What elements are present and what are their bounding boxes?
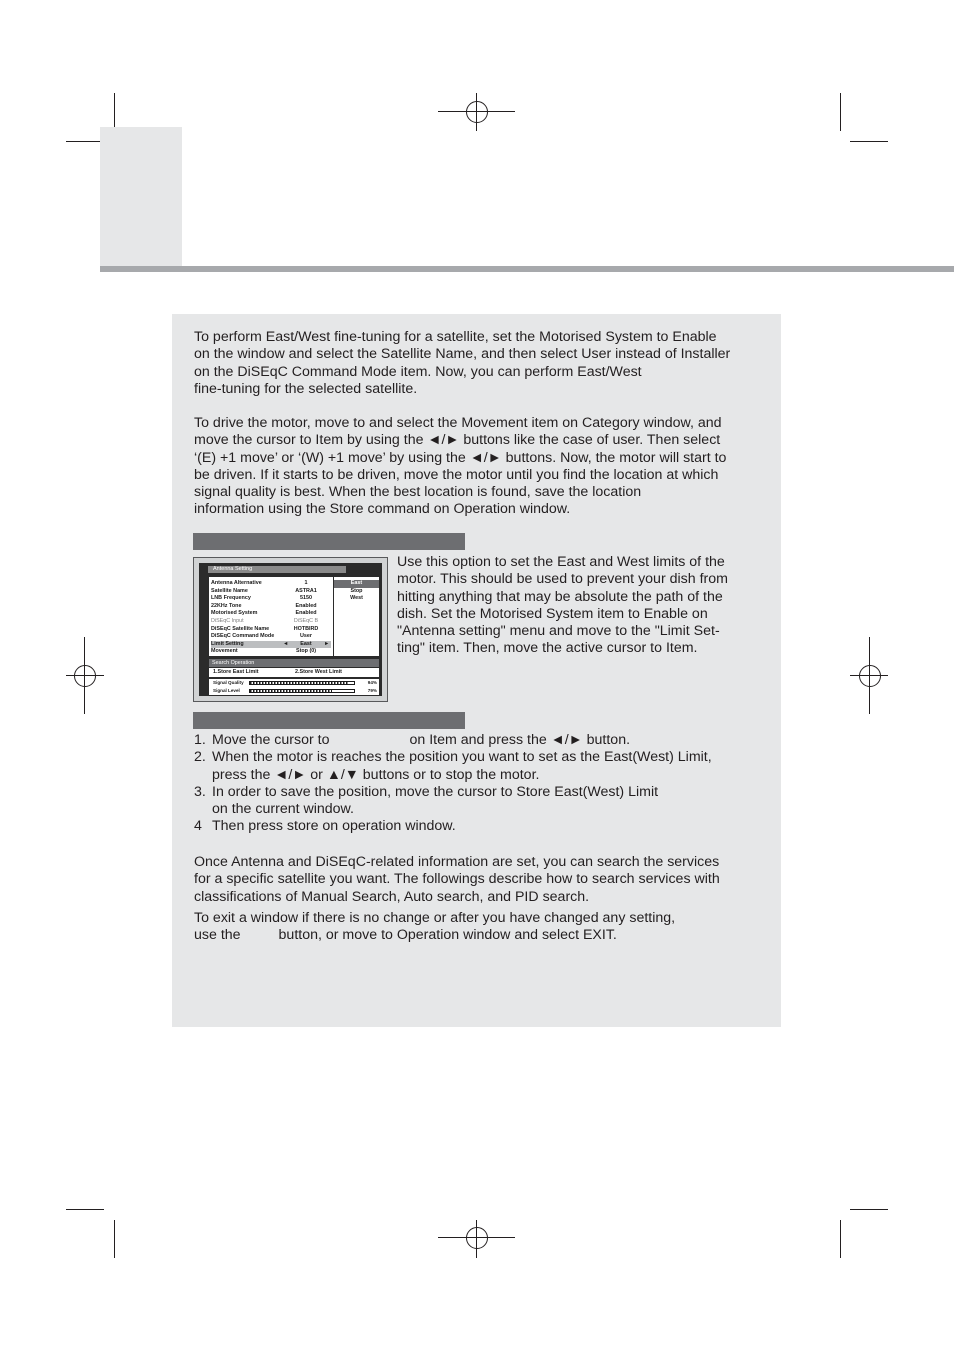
crop-mark xyxy=(114,93,115,131)
crop-mark xyxy=(850,1209,888,1210)
osd-row: Antenna Alternative 1 xyxy=(211,580,308,586)
osd-options-list xyxy=(334,577,379,656)
osd-title: Antenna Setting xyxy=(208,566,346,573)
limit-setting-description: Use this option to set the East and West limits of the motor. This should be used to prevent your dish from hitting anything that may be absolute the path of the dish. Set the Motorised System item to Enable on "Antenna setting" menu and move to the "Limit Set- ting" item. Then, move the active cursor to Item. xyxy=(397,554,728,657)
list-item: 4 Then press store on operation window. xyxy=(194,818,456,835)
osd-row: Movement Stop (0) xyxy=(211,648,317,655)
crop-mark xyxy=(66,1209,104,1210)
crop-mark xyxy=(840,1220,841,1258)
osd-option-selected: East xyxy=(334,580,379,588)
section-heading-bar xyxy=(193,712,465,729)
intro-paragraph-2: To drive the motor, move to and select the Movement item on Category window, and move the cursor to Item by using the ◄/► buttons like the case of user. Then select ‘(E) +1 move’ or ‘(W) +1 move’ by using the ◄/► buttons. Now, the motor will start to be driven. If it starts to be driven, move the motor until you find the location at which signal quality is best. When the best location is found, save the location information using the Store command on Operation window. xyxy=(194,415,727,518)
list-item: 1. Move the cursor to on Item and press the ◄/► button. xyxy=(194,732,631,748)
list-item: 3. In order to save the position, move the cursor to Store East(West) Limit on the current window. xyxy=(194,783,659,818)
osd-row-selected: Limit Setting ◄ East ► xyxy=(211,640,330,647)
osd-section-title: Search Operation xyxy=(209,659,379,667)
steps-list xyxy=(194,732,764,836)
signal-quality-fill xyxy=(250,682,348,684)
header-rule xyxy=(100,266,954,272)
list-item: 2. When the motor is reaches the position you want to set as the East(West) Limit, press the ◄/► or ▲/▼ buttons or to stop the motor. xyxy=(194,749,712,783)
crop-mark xyxy=(850,141,888,142)
section-heading-bar xyxy=(193,533,465,550)
osd-row: LNB Frequency 5150 xyxy=(211,595,312,602)
signal-level-meter: Signal Level 79% xyxy=(209,687,379,695)
crop-mark xyxy=(114,1220,115,1258)
crop-mark xyxy=(840,93,841,131)
signal-level-fill xyxy=(250,690,332,692)
osd-right-arrow-icon: ► xyxy=(324,640,330,647)
osd-row: 22KHz Tone Enabled xyxy=(211,602,317,609)
osd-option: West xyxy=(350,595,363,602)
header-tab xyxy=(100,127,182,269)
osd-row: Motorised System Enabled xyxy=(211,610,317,617)
outro-paragraph-1: Once Antenna and DiSEqC-related information are set, you can search the services for a specific satellite you want. The followings describe how to search services with classifications of Manual Search, Auto search, and PID search. xyxy=(194,854,720,905)
osd-screen xyxy=(199,563,382,696)
osd-menu-list xyxy=(209,577,333,656)
osd-row: Satellite Name ASTRA1 xyxy=(211,587,317,594)
osd-row: DiSEqC Input DiSEqC B xyxy=(211,618,319,624)
antenna-setting-screenshot xyxy=(193,557,388,702)
osd-operations: 1.Store East Limit 2.Store West Limit xyxy=(209,668,379,677)
osd-row: DiSEqC Command Mode User xyxy=(211,633,312,640)
crop-mark xyxy=(66,141,104,142)
outro-paragraph-2: To exit a window if there is no change or after you have changed any setting, use the button, or move to Operation window and select EXIT. xyxy=(194,910,676,944)
osd-left-arrow-icon: ◄ xyxy=(283,640,289,647)
intro-paragraph-1: To perform East/West fine-tuning for a satellite, set the Motorised System to Enable on the window and select the Satellite Name, and then select User instead of Installer on the DiSEqC Command Mode item. Now, you can perform East/West fine-tuning for the selected satellite. xyxy=(194,329,731,397)
signal-quality-meter: Signal Quality 94% xyxy=(209,679,379,687)
osd-row: DiSEqC Satellite Name HOTBIRD xyxy=(211,625,319,632)
osd-option: Stop xyxy=(350,587,363,594)
